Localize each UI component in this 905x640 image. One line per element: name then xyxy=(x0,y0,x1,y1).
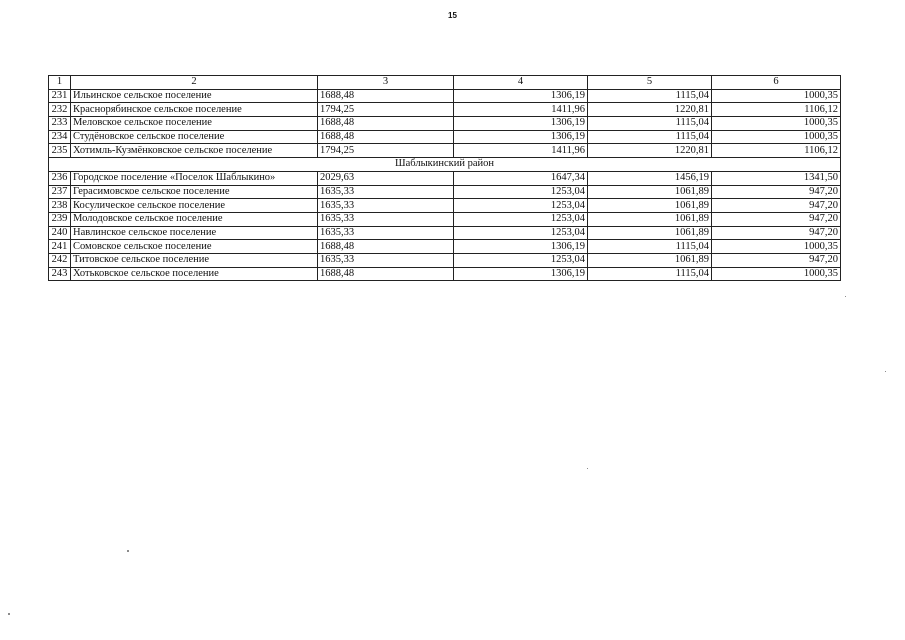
settlement-name-cell: Студёновское сельское поселение xyxy=(71,130,318,144)
value-cell-col6: 947,20 xyxy=(712,226,841,240)
value-cell-col6: 1000,35 xyxy=(712,240,841,254)
row-number-cell: 241 xyxy=(49,240,71,254)
value-cell-col4: 1647,34 xyxy=(454,171,588,185)
value-cell-col5: 1220,81 xyxy=(588,144,712,158)
table-row xyxy=(49,253,841,267)
row-number-cell: 233 xyxy=(49,117,71,131)
row-number-cell: 232 xyxy=(49,103,71,117)
value-cell-col5: 1456,19 xyxy=(588,171,712,185)
column-header: 5 xyxy=(588,76,712,90)
value-cell-col4: 1253,04 xyxy=(454,185,588,199)
value-cell-col3: 1635,33 xyxy=(318,199,454,213)
value-cell-col3: 1794,25 xyxy=(318,103,454,117)
row-number-cell: 235 xyxy=(49,144,71,158)
value-cell-col5: 1115,04 xyxy=(588,117,712,131)
table-row xyxy=(49,199,841,213)
value-cell-col5: 1061,89 xyxy=(588,185,712,199)
value-cell-col5: 1115,04 xyxy=(588,89,712,103)
value-cell-col6: 947,20 xyxy=(712,199,841,213)
value-cell-col4: 1411,96 xyxy=(454,103,588,117)
value-cell-col4: 1253,04 xyxy=(454,253,588,267)
value-cell-col6: 1106,12 xyxy=(712,103,841,117)
row-number-cell: 236 xyxy=(49,171,71,185)
column-header: 1 xyxy=(49,76,71,90)
table-row xyxy=(49,117,841,131)
value-cell-col5: 1061,89 xyxy=(588,253,712,267)
value-cell-col4: 1411,96 xyxy=(454,144,588,158)
scan-speck xyxy=(885,371,886,372)
row-number-cell: 231 xyxy=(49,89,71,103)
settlement-name-cell: Хотьковское сельское поселение xyxy=(71,267,318,281)
row-number-cell: 242 xyxy=(49,253,71,267)
value-cell-col4: 1253,04 xyxy=(454,212,588,226)
value-cell-col3: 1688,48 xyxy=(318,240,454,254)
row-number-cell: 239 xyxy=(49,212,71,226)
value-cell-col3: 1688,48 xyxy=(318,130,454,144)
settlement-name-cell: Молодовское сельское поселение xyxy=(71,212,318,226)
settlement-name-cell: Городское поселение «Поселок Шаблыкино» xyxy=(71,171,318,185)
settlement-name-cell: Меловское сельское поселение xyxy=(71,117,318,131)
table-row xyxy=(49,171,841,185)
value-cell-col5: 1115,04 xyxy=(588,240,712,254)
district-section-title: Шаблыкинский район xyxy=(49,158,841,172)
row-number-cell: 237 xyxy=(49,185,71,199)
value-cell-col4: 1253,04 xyxy=(454,199,588,213)
table-row xyxy=(49,185,841,199)
column-number-header-row xyxy=(49,76,841,90)
settlement-name-cell: Хотимль-Кузмёнковское сельское поселение xyxy=(71,144,318,158)
value-cell-col6: 1000,35 xyxy=(712,117,841,131)
value-cell-col3: 1794,25 xyxy=(318,144,454,158)
settlement-name-cell: Герасимовское сельское поселение xyxy=(71,185,318,199)
settlement-name-cell: Навлинское сельское поселение xyxy=(71,226,318,240)
row-number-cell: 243 xyxy=(49,267,71,281)
settlement-name-cell: Ильинское сельское поселение xyxy=(71,89,318,103)
scan-speck xyxy=(845,296,846,297)
value-cell-col3: 1688,48 xyxy=(318,89,454,103)
value-cell-col4: 1306,19 xyxy=(454,267,588,281)
value-cell-col3: 1635,33 xyxy=(318,226,454,240)
value-cell-col6: 1341,50 xyxy=(712,171,841,185)
tariff-table xyxy=(48,75,841,281)
row-number-cell: 234 xyxy=(49,130,71,144)
value-cell-col4: 1253,04 xyxy=(454,226,588,240)
row-number-cell: 240 xyxy=(49,226,71,240)
table-row xyxy=(49,103,841,117)
value-cell-col3: 1635,33 xyxy=(318,212,454,226)
settlement-name-cell: Косулическое сельское поселение xyxy=(71,199,318,213)
value-cell-col6: 947,20 xyxy=(712,212,841,226)
table-row xyxy=(49,89,841,103)
value-cell-col3: 1635,33 xyxy=(318,185,454,199)
value-cell-col5: 1061,89 xyxy=(588,226,712,240)
table-row xyxy=(49,144,841,158)
scan-speck xyxy=(127,550,129,552)
value-cell-col3: 1688,48 xyxy=(318,117,454,131)
value-cell-col5: 1115,04 xyxy=(588,130,712,144)
value-cell-col3: 2029,63 xyxy=(318,171,454,185)
value-cell-col6: 1000,35 xyxy=(712,89,841,103)
value-cell-col4: 1306,19 xyxy=(454,240,588,254)
value-cell-col5: 1220,81 xyxy=(588,103,712,117)
table-row xyxy=(49,226,841,240)
value-cell-col3: 1688,48 xyxy=(318,267,454,281)
value-cell-col5: 1061,89 xyxy=(588,212,712,226)
page-number: 15 xyxy=(448,11,457,20)
value-cell-col5: 1115,04 xyxy=(588,267,712,281)
settlement-name-cell: Краснорябинское сельское поселение xyxy=(71,103,318,117)
column-header: 3 xyxy=(318,76,454,90)
value-cell-col6: 1000,35 xyxy=(712,130,841,144)
value-cell-col4: 1306,19 xyxy=(454,89,588,103)
section-row xyxy=(49,158,841,172)
value-cell-col6: 1000,35 xyxy=(712,267,841,281)
row-number-cell: 238 xyxy=(49,199,71,213)
table-row xyxy=(49,130,841,144)
value-cell-col4: 1306,19 xyxy=(454,117,588,131)
settlement-name-cell: Титовское сельское поселение xyxy=(71,253,318,267)
table-row xyxy=(49,267,841,281)
value-cell-col6: 1106,12 xyxy=(712,144,841,158)
column-header: 6 xyxy=(712,76,841,90)
settlement-name-cell: Сомовское сельское поселение xyxy=(71,240,318,254)
value-cell-col6: 947,20 xyxy=(712,253,841,267)
scan-speck xyxy=(587,468,588,469)
value-cell-col5: 1061,89 xyxy=(588,199,712,213)
table-row xyxy=(49,212,841,226)
value-cell-col3: 1635,33 xyxy=(318,253,454,267)
column-header: 2 xyxy=(71,76,318,90)
column-header: 4 xyxy=(454,76,588,90)
table-row xyxy=(49,240,841,254)
scan-speck xyxy=(8,613,10,615)
value-cell-col6: 947,20 xyxy=(712,185,841,199)
value-cell-col4: 1306,19 xyxy=(454,130,588,144)
